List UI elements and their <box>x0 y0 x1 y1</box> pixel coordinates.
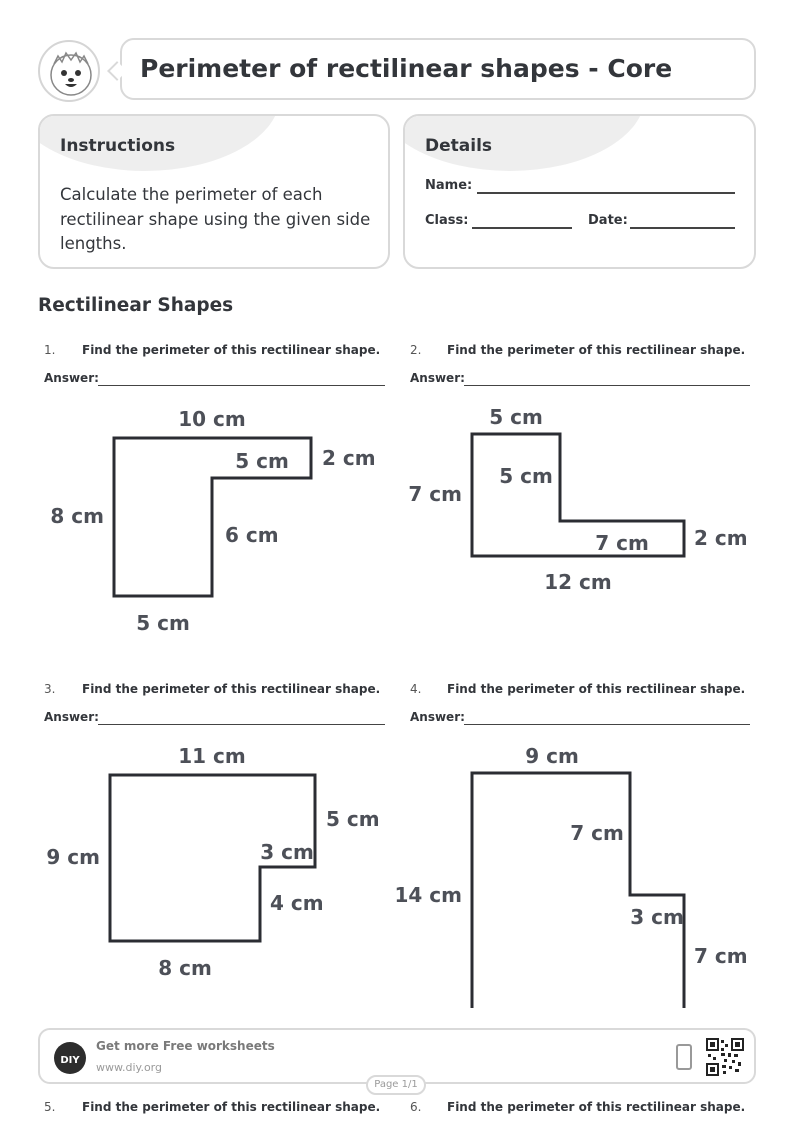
class-label: Class: <box>425 213 469 228</box>
instructions-text: Calculate the perimeter of each rectilinear shape using the given side lengths. <box>60 185 371 253</box>
side-label: 7 cm <box>694 944 748 968</box>
answer-label: Answer: <box>44 710 99 724</box>
page-indicator: Page 1/1 <box>366 1075 426 1095</box>
side-label: 5 cm <box>326 807 380 831</box>
page-title: Perimeter of rectilinear shapes - Core <box>140 54 673 83</box>
side-label: 5 cm <box>489 405 543 429</box>
question-number: 2. <box>410 343 422 357</box>
footer-promo: Get more Free worksheets <box>96 1039 275 1053</box>
side-label: 9 cm <box>525 744 579 768</box>
answer-label: Answer: <box>44 371 99 385</box>
side-label: 5 cm <box>499 464 553 488</box>
side-label: 6 cm <box>225 523 279 547</box>
side-label: 8 cm <box>50 504 104 528</box>
side-label: 10 cm <box>178 407 246 431</box>
side-label: 4 cm <box>270 891 324 915</box>
question-number: 1. <box>44 343 56 357</box>
footer-url[interactable]: www.diy.org <box>96 1061 162 1074</box>
side-label: 7 cm <box>595 531 649 555</box>
instructions-heading: Instructions <box>60 136 176 156</box>
side-label: 11 cm <box>178 744 246 768</box>
answer-label: Answer: <box>410 371 465 385</box>
name-label: Name: <box>425 178 473 193</box>
question-prompt: Find the perimeter of this rectilinear shape. <box>82 343 381 357</box>
question-prompt: Find the perimeter of this rectilinear shape. <box>82 682 381 696</box>
side-label: 7 cm <box>408 482 462 506</box>
side-label: 2 cm <box>322 446 376 470</box>
side-label: 8 cm <box>158 956 212 980</box>
question-number: 3. <box>44 682 56 696</box>
side-label: 5 cm <box>136 611 190 635</box>
side-label: 7 cm <box>570 821 624 845</box>
phone-icon <box>676 1044 692 1070</box>
question-prompt: Find the perimeter of this rectilinear shape. <box>82 1100 381 1114</box>
section-title: Rectilinear Shapes <box>38 295 234 316</box>
side-label: 3 cm <box>260 840 314 864</box>
rectilinear-shape-4 <box>472 773 684 1008</box>
side-label: 12 cm <box>544 570 612 594</box>
answer-label: Answer: <box>410 710 465 724</box>
date-label: Date: <box>588 213 628 228</box>
question-number: 6. <box>410 1100 422 1114</box>
question-prompt: Find the perimeter of this rectilinear shape. <box>447 682 746 696</box>
side-label: 14 cm <box>394 883 462 907</box>
rectilinear-shape-2 <box>472 434 684 556</box>
details-heading: Details <box>425 136 493 156</box>
side-label: 2 cm <box>694 526 748 550</box>
question-number: 5. <box>44 1100 56 1114</box>
question-prompt: Find the perimeter of this rectilinear shape. <box>447 343 746 357</box>
side-label: 3 cm <box>630 905 684 929</box>
question-prompt: Find the perimeter of this rectilinear shape. <box>447 1100 746 1114</box>
side-label: 5 cm <box>235 449 289 473</box>
diy-logo-icon[interactable]: DIY <box>54 1042 86 1074</box>
question-number: 4. <box>410 682 422 696</box>
side-label: 9 cm <box>46 845 100 869</box>
qr-code-icon[interactable] <box>706 1038 744 1076</box>
